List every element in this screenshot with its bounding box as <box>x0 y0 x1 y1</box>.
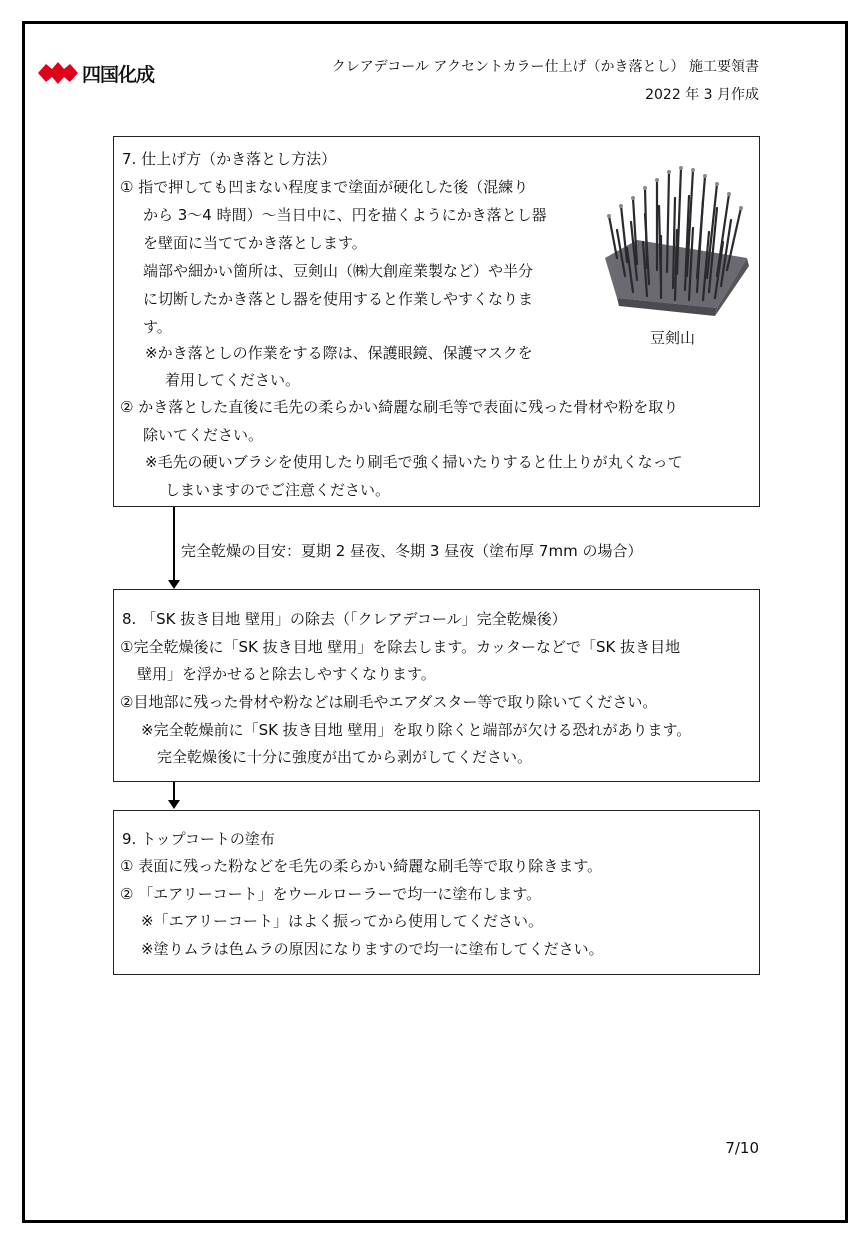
kenzan-image <box>597 158 755 318</box>
section-8-note: ※完全乾燥前に「SK 抜き目地 壁用」を取り除くと端部が欠ける恐れがあります。 <box>141 721 692 739</box>
section-7-line: ① 指で押しても凹まない程度まで塗面が硬化した後（混練り <box>120 178 529 196</box>
section-7-line: 端部や細かい箇所は、豆剣山（㈱大創産業製など）や半分 <box>143 262 534 280</box>
section-9-line: ① 表面に残った粉などを毛先の柔らかい綺麗な刷毛等で取り除きます。 <box>120 857 603 875</box>
arrow-down-icon <box>168 800 180 809</box>
section-7-line: から 3〜4 時間）〜当日中に、円を描くようにかき落とし器 <box>143 206 547 224</box>
kenzan-caption: 豆剣山 <box>650 329 696 347</box>
flow-arrow-line <box>173 507 175 580</box>
section-8-line: 壁用」を浮かせると除去しやすくなります。 <box>137 665 436 683</box>
section-8-line: ①完全乾燥後に「SK 抜き目地 壁用」を除去します。カッターなどで「SK 抜き目地 <box>120 638 681 656</box>
section-7-line: に切断したかき落とし器を使用すると作業しやすくなりま <box>143 290 534 308</box>
section-7-line: を壁面に当ててかき落とします。 <box>143 234 367 252</box>
section-9-line: ② 「エアリーコート」をウールローラーで均一に塗布します。 <box>120 885 542 903</box>
section-7-note: ※かき落としの作業をする際は、保護眼鏡、保護マスクを <box>145 344 533 362</box>
page-number: 7/10 <box>725 1139 759 1157</box>
section-8-note: 完全乾燥後に十分に強度が出てから剥がしてください。 <box>157 748 533 766</box>
section-9-heading: 9. トップコートの塗布 <box>122 830 275 848</box>
section-7-note: しまいますのでご注意ください。 <box>165 481 391 499</box>
logo-mark-icon <box>38 60 78 86</box>
logo-text: 四国化成 <box>82 63 155 86</box>
section-7-note: 着用してください。 <box>165 371 301 389</box>
drying-time-note: 完全乾燥の目安：夏期 2 昼夜、冬期 3 昼夜（塗布厚 7mm の場合） <box>181 542 643 560</box>
section-9-note: ※「エアリーコート」はよく振ってから使用してください。 <box>141 912 543 930</box>
section-9-note: ※塗りムラは色ムラの原因になりますので均一に塗布してください。 <box>141 940 604 958</box>
section-7-line: す。 <box>143 318 172 336</box>
section-7-note: ※毛先の硬いブラシを使用したり刷毛で強く掃いたりすると仕上りが丸くなって <box>145 453 683 471</box>
document-title: クレアデコール アクセントカラー仕上げ（かき落とし） 施工要領書 <box>331 59 759 75</box>
section-8-heading: 8. 「SK 抜き目地 壁用」の除去（「クレアデコール」完全乾燥後） <box>122 610 567 628</box>
section-8-line: ②目地部に残った骨材や粉などは刷毛やエアダスター等で取り除いてください。 <box>120 693 658 711</box>
section-7-line: ② かき落とした直後に毛先の柔らかい綺麗な刷毛等で表面に残った骨材や粉を取り <box>120 398 679 416</box>
document-date: 2022 年 3 月作成 <box>645 87 759 103</box>
arrow-down-icon <box>168 580 180 589</box>
section-7-line: 除いてください。 <box>143 426 264 444</box>
section-7-heading: 7. 仕上げ方（かき落とし方法） <box>122 150 337 168</box>
company-logo <box>38 58 154 88</box>
flow-arrow-line <box>173 782 175 800</box>
